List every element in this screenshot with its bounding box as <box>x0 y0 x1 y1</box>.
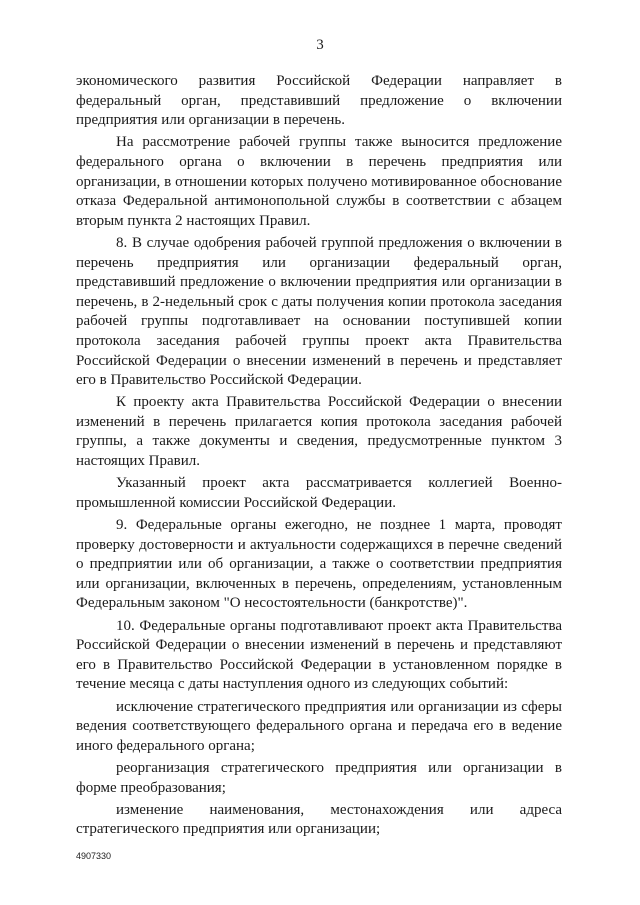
paragraph-draft-act-attachments: К проекту акта Правительства Российской Федерации о внесении изменений в перечень прилагается копия протокола заседания рабочей группы, а также документы и сведения, предусмотренные пунктом 3 настоящих Правил. <box>76 394 562 470</box>
document-code: 4907330 <box>76 851 112 861</box>
paragraph-item-8: 8. В случае одобрения рабочей группой предложения о включении в перечень предприятия или организации федеральный орган, представивший предложение о включении предприятия или организации в перечень, в 2-недельный срок с даты получения копии протокола заседания рабочей группы подготавливает на основании поступившей копии протокола заседания рабочей группы проект акта Правительства Российской Федерации о внесении изменений в перечень и представляет его в Правительство Российской Федерации. <box>76 234 562 389</box>
paragraph-item-9: 9. Федеральные органы ежегодно, не позднее 1 марта, проводят проверку достоверности и актуальности содержащихся в перечне сведений о предприятии или об организации, а также о соответствии предприятия или организации, включенных в перечень, определениям, установленным Федеральным законом "О несостоятельности (банкротстве)". <box>76 517 562 612</box>
paragraph-event-reorganization: реорганизация стратегического предприятия или организации в форме преобразования; <box>76 759 562 796</box>
page-number: 3 <box>316 37 324 53</box>
paragraph-event-rename: изменение наименования, местонахождения или адреса стратегического предприятия или организации; <box>76 801 562 838</box>
paragraph-working-group-proposal: На рассмотрение рабочей группы также выносится предложение федерального органа о включении в перечень предприятия или организации, в отношении которых получено мотивированное обоснование отказа Федеральной антимонопольной службы в соответствии с абзацем вторым пункта 2 настоящих Правил. <box>76 134 562 229</box>
paragraph-collegium-review: Указанный проект акта рассматривается коллегией Военно-промышленной комиссии Российской Федерации. <box>76 475 562 511</box>
paragraph-item-10: 10. Федеральные органы подготавливают проект акта Правительства Российской Федерации о внесении изменений в перечень и представляют его в Правительство Российской Федерации в установленном порядке в течение месяца с даты наступления одного из следующих событий: <box>76 617 562 693</box>
paragraph-continuation: экономического развития Российской Федерации направляет в федеральный орган, представивший предложение о включении предприятия или организации в перечень. <box>76 73 562 129</box>
document-body <box>76 72 562 843</box>
paragraph-event-exclusion: исключение стратегического предприятия или организации из сферы ведения соответствующего федерального органа и передача его в ведение иного федерального органа; <box>76 698 562 754</box>
